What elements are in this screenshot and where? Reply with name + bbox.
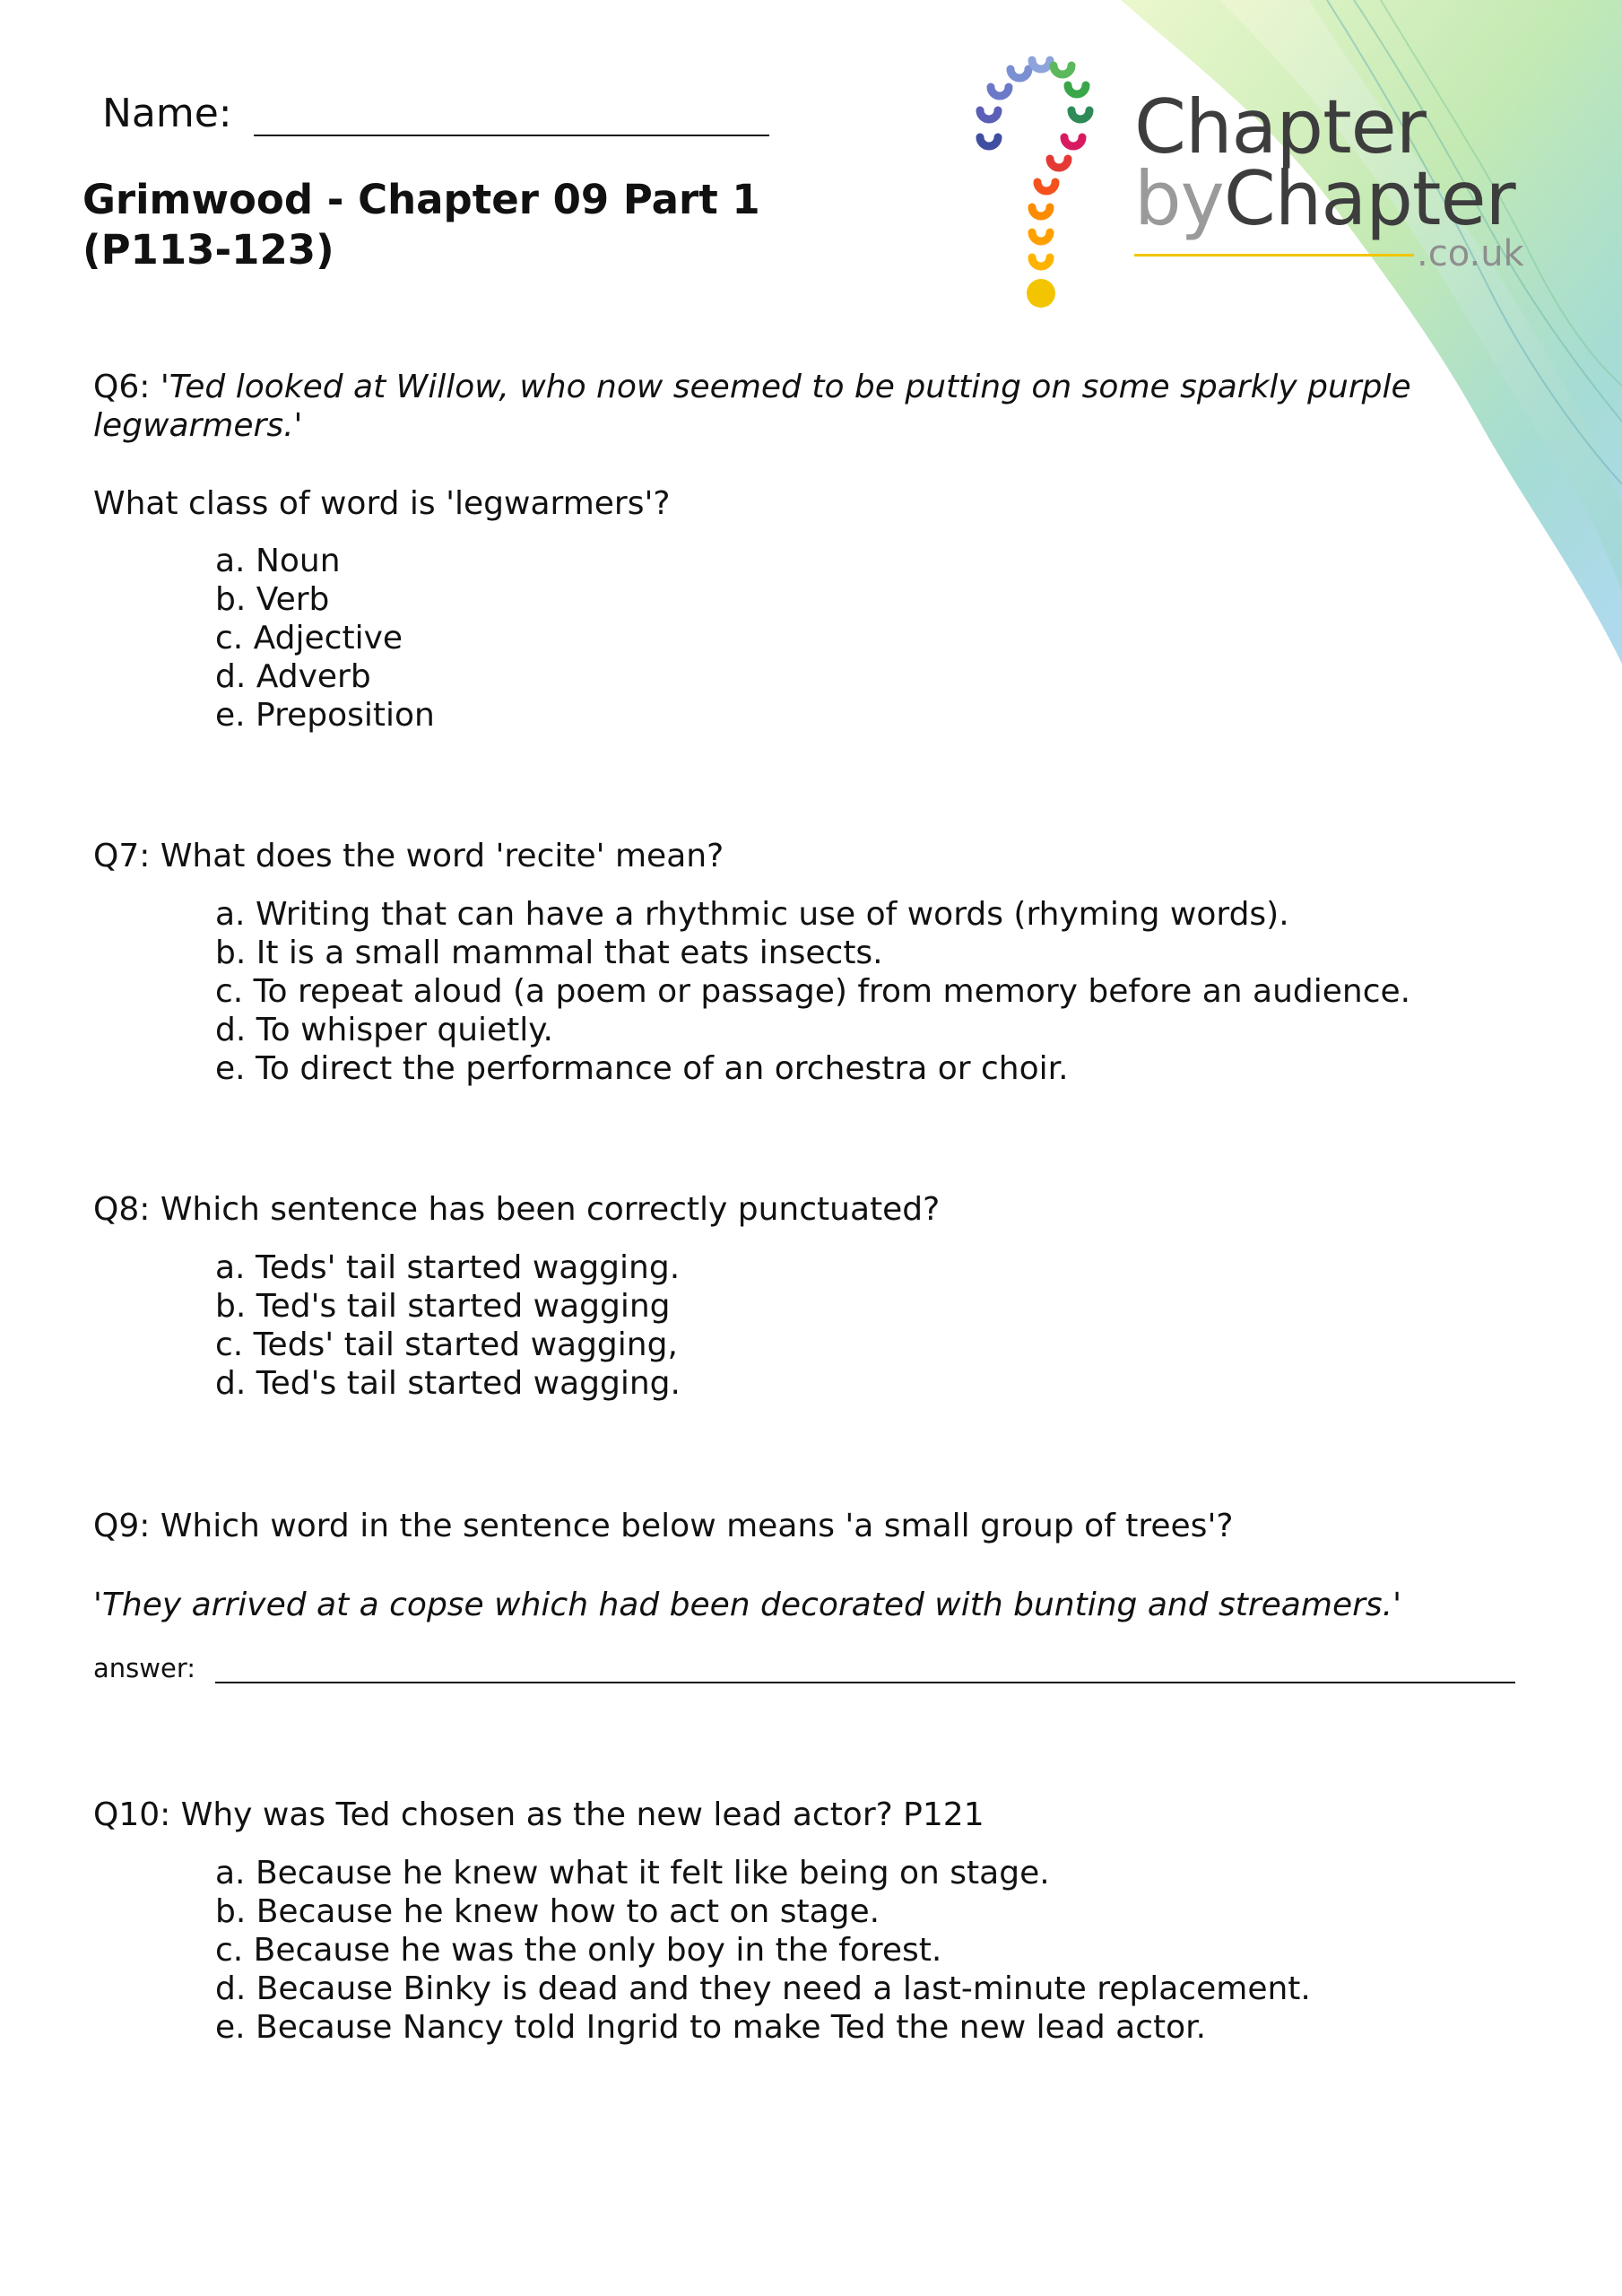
logo-text-chapter-2: Chapter — [1223, 155, 1515, 242]
q9-quote: 'They arrived at a copse which had been decorated with bunting and streamers.' — [93, 1587, 1401, 1623]
q10-option-e[interactable]: e. Because Nancy told Ingrid to make Ted the new lead actor. — [215, 2009, 1207, 2046]
name-blank-line[interactable] — [254, 90, 769, 136]
q6-option-d[interactable]: d. Adverb — [215, 658, 371, 695]
q7-option-d[interactable]: d. To whisper quietly. — [215, 1012, 553, 1048]
q7-option-a[interactable]: a. Writing that can have a rhythmic use of words (rhyming words). — [215, 896, 1289, 933]
logo-domain: .co.uk — [1417, 233, 1524, 274]
q7-question: Q7: What does the word 'recite' mean? — [93, 838, 724, 874]
q7-option-e[interactable]: e. To direct the performance of an orchestra or choir. — [215, 1050, 1069, 1087]
q9-question: Q9: Which word in the sentence below means 'a small group of trees'? — [93, 1508, 1234, 1544]
q6-option-b[interactable]: b. Verb — [215, 581, 330, 618]
answer-blank-line[interactable] — [215, 1657, 1515, 1683]
q6-quote: 'Ted looked at Willow, who now seemed to be putting on some sparkly purple legwarmers.' — [93, 369, 1411, 444]
q8-option-a[interactable]: a. Teds' tail started wagging. — [215, 1249, 681, 1286]
q6-option-a[interactable]: a. Noun — [215, 543, 341, 579]
q6-option-c[interactable]: c. Adjective — [215, 620, 403, 657]
q8-option-d[interactable]: d. Ted's tail started wagging. — [215, 1365, 681, 1402]
q10-options — [215, 1854, 1311, 2047]
logo-text-chapter: Chapter — [1134, 83, 1426, 170]
q10-question: Q10: Why was Ted chosen as the new lead actor? P121 — [93, 1796, 984, 1833]
title-line-1: Grimwood - Chapter 09 Part 1 — [82, 176, 760, 223]
q7-option-c[interactable]: c. To repeat aloud (a poem or passage) from memory before an audience. — [215, 973, 1411, 1010]
q10-option-d[interactable]: d. Because Binky is dead and they need a last-minute replacement. — [215, 1970, 1311, 2007]
q7-option-b[interactable]: b. It is a small mammal that eats insects. — [215, 935, 883, 971]
chapter-by-chapter-logo — [964, 49, 1538, 318]
q8-question: Q8: Which sentence has been correctly punctuated? — [93, 1191, 941, 1228]
logo-text-bychapter — [1134, 155, 1515, 242]
q6-question: What class of word is 'legwarmers'? — [93, 485, 671, 522]
q10-option-a[interactable]: a. Because he knew what it felt like being on stage. — [215, 1855, 1050, 1892]
q10-option-c[interactable]: c. Because he was the only boy in the forest. — [215, 1932, 942, 1969]
q6-label: Q6: — [93, 369, 160, 405]
answer-label: answer: — [93, 1653, 196, 1683]
q8-option-c[interactable]: c. Teds' tail started wagging, — [215, 1326, 678, 1363]
name-field[interactable] — [102, 90, 769, 136]
q8-option-b[interactable]: b. Ted's tail started wagging — [215, 1288, 671, 1325]
title-line-2: (P113-123) — [82, 226, 334, 274]
q8-options — [215, 1248, 681, 1403]
q6-option-e[interactable]: e. Preposition — [215, 697, 435, 734]
q10-option-b[interactable]: b. Because he knew how to act on stage. — [215, 1893, 880, 1930]
name-label: Name: — [102, 91, 232, 136]
q6-prompt — [93, 368, 1456, 445]
logo-underline — [1134, 254, 1414, 257]
q7-options — [215, 895, 1410, 1088]
q9-answer-field[interactable] — [93, 1653, 1528, 1683]
logo-text-by: by — [1134, 155, 1224, 242]
q6-options — [215, 542, 435, 735]
worksheet-title — [82, 175, 889, 275]
question-mark-books-icon — [964, 49, 1107, 309]
